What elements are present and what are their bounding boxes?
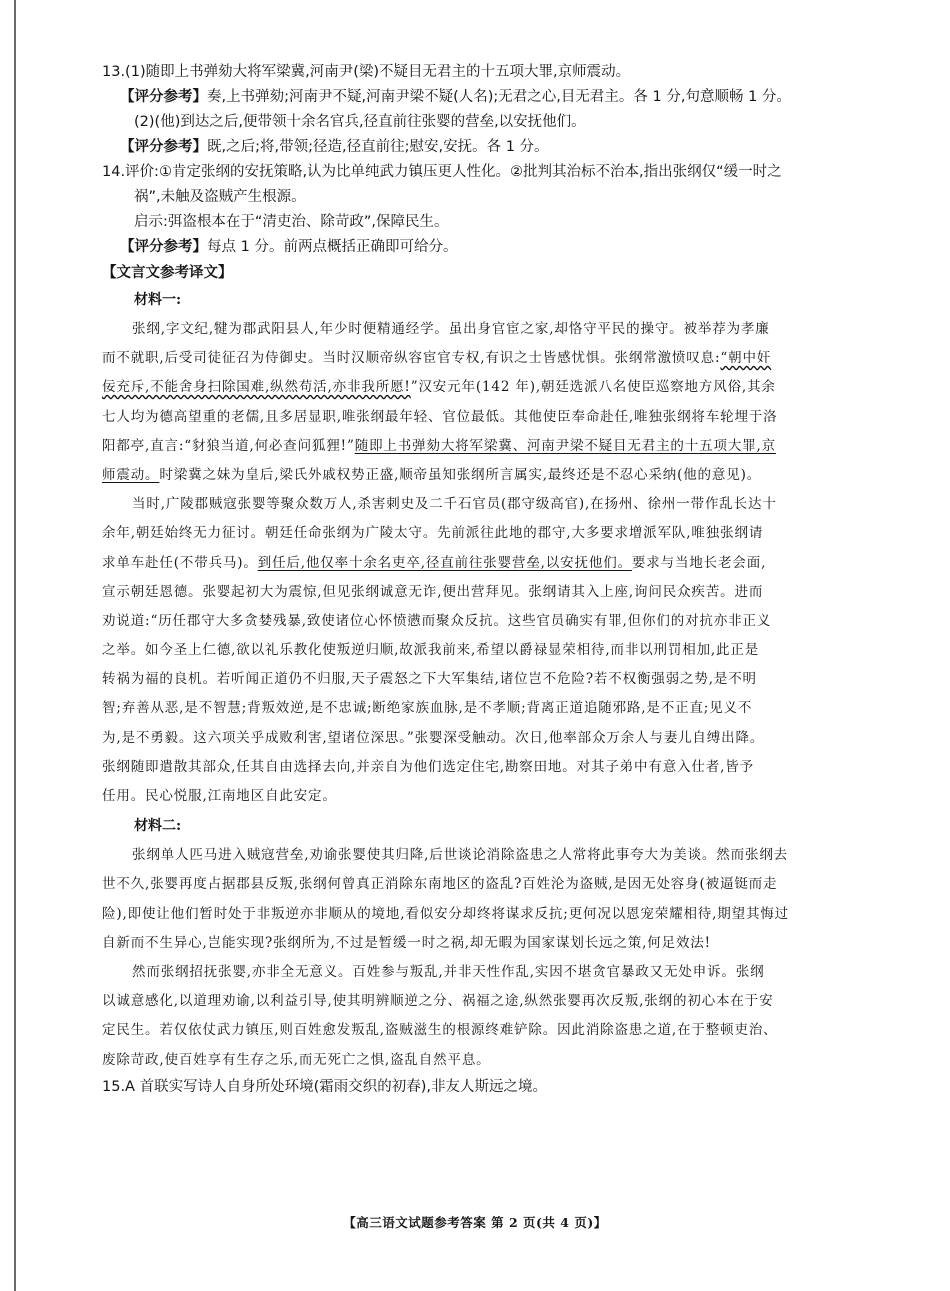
page-content — [102, 60, 894, 1100]
material-2-line: 险),即使让他们暂时处于非叛逆亦非顺从的境地,看似安分却终将谋求反抗;更何况以恩宠荣耀相待,期望其悔过 — [102, 905, 790, 922]
material-2-line: 然而张纲招抚张婴,亦非全无意义。百姓参与叛乱,并非天性作乱,实因不堪贪官暴政又无处申诉。张纲 — [132, 963, 765, 980]
scoring-text: 既,之后;将,带领;径造,径直前往;慰安,安抚。各 1 分。 — [207, 139, 549, 155]
material-1-line: 劝说道:“历任郡守大多贪婪残暴,致使诸位心怀愤懑而聚众反抗。这些官员确实有罪,但你们的对抗亦非正义 — [102, 612, 772, 629]
material-2-line: 世不久,张婴再度占据郡县反叛,张纲何曾真正消除东南地区的盗乱?百姓沦为盗贼,是因无处容身(被逼铤而走 — [102, 876, 778, 893]
wavy-underline-text: 佞充斥,不能舍身扫除国难,纵然苟活,亦非我所愿! — [102, 379, 411, 396]
material-1-label: 材料一: — [134, 292, 182, 308]
scoring-text: 奏,上书弹劾;河南尹不疑,河南尹梁不疑(人名);无君之心,目无君主。各 1 分,句意顺畅 1 分。 — [207, 89, 791, 105]
scoring-tag: 【评分参考】 — [120, 89, 207, 105]
material-2-line: 张纲单人匹马进入贼寇营垒,劝谕张婴使其归降,后世谈论消除盗患之人常将此事夸大为美谈。然而张纲去 — [132, 847, 789, 864]
text-span: 要求与当地长老会面, — [631, 554, 767, 571]
q15-answer: 15.A 首联实写诗人自身所处环境(霜雨交织的初春),非友人斯远之境。 — [102, 1078, 548, 1095]
q14-answer-line-1: 14.评价:①肯定张纲的安抚策略,认为比单纯武力镇压更人性化。②批判其治标不治本,指出张纲仅“缓一时之 — [102, 164, 782, 180]
material-1-line — [102, 373, 894, 402]
q13-scoring-1 — [102, 85, 894, 110]
material-2-label: 材料二: — [134, 818, 182, 835]
page-left-border — [14, 0, 16, 1291]
scoring-tag: 【评分参考】 — [120, 239, 207, 255]
q13-answer-2: (2)(他)到达之后,便带领十余名官兵,径直前往张婴的营垒,以安抚他们。 — [134, 114, 586, 130]
material-1-line: 转祸为福的良机。若听闻正道仍不归服,天子震怒之下大军集结,诸位岂不危险?若不权衡强弱之势,是不明 — [102, 671, 757, 688]
material-1-line — [102, 549, 894, 578]
material-1-line: 之举。如今圣上仁德,欲以礼乐教化使叛逆归顺,故派我前来,希望以爵禄显荣相待,而非以刑罚相加,此正是 — [102, 642, 760, 659]
text-span: ”汉安元年(142 年),朝廷选派八名使臣巡察地方风俗,其余 — [410, 379, 776, 396]
scoring-tag: 【评分参考】 — [120, 139, 207, 155]
q13-scoring-2 — [102, 135, 894, 160]
material-1-line — [102, 344, 894, 373]
material-1-line: 张纲随即遣散其部众,任其自由选择去向,并亲自为他们选定住宅,勘察田地。对其子弟中有意入仕者,皆予 — [102, 758, 754, 775]
material-1-line — [102, 432, 894, 461]
text-span: 阳都亭,直言:“豺狼当道,何必查问狐狸!” — [102, 437, 355, 454]
material-1-line: 余年,朝廷始终无力征讨。朝廷任命张纲为广陵太守。先前派往此地的郡守,大多要求增派军队,唯独张纲请 — [102, 525, 764, 542]
wavy-underline-text: “朝中奸 — [720, 350, 772, 367]
text-span: 时梁冀之妹为皇后,梁氏外戚权势正盛,顺帝虽知张纲所言属实,最终还是不忍心采纳(他的意见)。 — [159, 466, 762, 483]
material-2-line: 以诚意感化,以道理劝谕,以利益引导,使其明辨顺逆之分、祸福之途,纵然张婴再次反叛,张纲的初心本在于安 — [102, 993, 774, 1010]
q14-scoring — [102, 235, 894, 260]
scoring-text: 每点 1 分。前两点概括正确即可给分。 — [207, 239, 458, 255]
q13-answer-1: 13.(1)随即上书弹劾大将军梁冀,河南尹(梁)不疑目无君主的十五项大罪,京师震动。 — [102, 64, 631, 80]
material-1-line: 为,是不勇毅。这六项关乎成败利害,望诸位深思。”张婴深受触动。次日,他率部众万余人与妻儿自缚出降。 — [102, 729, 765, 746]
material-1-line: 当时,广陵郡贼寇张婴等聚众数万人,杀害刺史及二千石官员(郡守级高官),在扬州、徐州一带作乱长达十 — [132, 496, 777, 513]
material-1-line: 张纲,字文纪,犍为郡武阳县人,年少时便精通经学。虽出身官宦之家,却恪守平民的操守。被举荐为孝廉 — [132, 321, 770, 337]
page-footer: 【高三语文试题参考答案 第 2 页(共 4 页)】 — [343, 1215, 607, 1230]
material-2-line: 定民生。若仅依仗武力镇压,则百姓愈发叛乱,盗贼滋生的根源终难铲除。因此消除盗患之道,在于整顿吏治、 — [102, 1022, 778, 1039]
q14-inspiration: 启示:弭盗根本在于“清吏治、除苛政”,保障民生。 — [134, 214, 449, 230]
text-span: 而不就职,后受司徒征召为侍御史。当时汉顺帝纵容宦官专权,有识之士皆感忧惧。张纲常激愤叹息: — [102, 350, 721, 367]
text-span: 求单车赴任(不带兵马)。 — [102, 554, 258, 571]
translation-heading: 【文言文参考译文】 — [102, 264, 233, 281]
material-2-line: 废除苛政,使百姓享有生存之乐,而无死亡之惧,盗乱自然平息。 — [102, 1051, 491, 1068]
material-1-line: 七人均为德高望重的老儒,且多居显职,唯张纲最年轻、官位最低。其他使臣奉命赴任,唯独张纲将车轮埋于洛 — [102, 408, 778, 425]
material-1-line: 任用。民心悦服,江南地区自此安定。 — [102, 788, 337, 804]
q14-answer-line-2: 祸”,未触及盗贼产生根源。 — [134, 189, 306, 205]
material-1-line: 智;弃善从恶,是不智慧;背叛效逆,是不忠诚;断绝家族血脉,是不孝顺;背离正道追随邪路,是不正直;见义不 — [102, 700, 753, 717]
underlined-text: 随即上书弹劾大将军梁冀、河南尹梁不疑目无君主的十五项大罪,京 — [354, 437, 777, 454]
underlined-text: 到任后,他仅率十余名吏卒,径直前往张婴营垒,以安抚他们。 — [257, 554, 632, 571]
underlined-text: 师震动。 — [102, 466, 160, 483]
material-2-line: 自新而不生异心,岂能实现?张纲所为,不过是暂缓一时之祸,却无暇为国家谋划长远之策,何足效法! — [102, 934, 711, 951]
material-1-line — [102, 461, 894, 490]
material-1-line: 宣示朝廷恩德。张婴起初大为震惊,但见张纲诚意无诈,便出营拜见。张纲请其入上座,询问民众疾苦。进而 — [102, 583, 764, 600]
